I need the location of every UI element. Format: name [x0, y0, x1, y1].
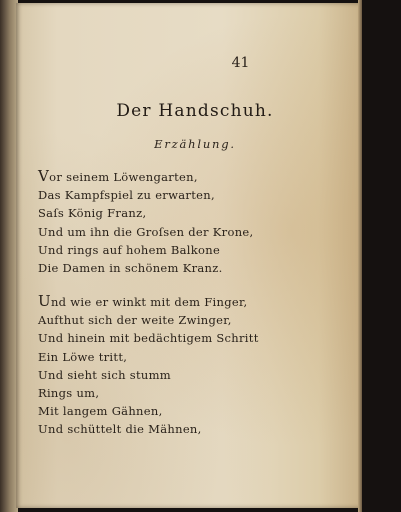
stanza-1	[38, 167, 253, 277]
verse-line: Und rings auf hohem Balkone	[38, 242, 221, 257]
verse-line: Aufthut sich der weite Zwinger,	[38, 313, 232, 328]
verse-line: Und wie er winkt mit dem Finger,	[38, 292, 248, 310]
page-number: 41	[231, 55, 250, 71]
poem-subtitle: Erzählung.	[154, 137, 236, 151]
verse-line: Ein Löwe tritt,	[38, 349, 128, 364]
verse-line: Mit langem Gähnen,	[38, 404, 163, 419]
verse-line: Und schüttelt die Mähnen,	[38, 422, 202, 437]
page-right-edge	[358, 0, 362, 512]
verse-line: Die Damen in schönem Kranz.	[38, 261, 223, 276]
poem-title: Der Handschuh.	[116, 101, 274, 121]
stanza-2	[38, 292, 259, 439]
verse-line: Das Kampfspiel zu erwarten,	[38, 188, 215, 203]
verse-line: Saſs König Franz,	[38, 206, 147, 221]
book-page	[16, 3, 360, 508]
verse-line: Rings um,	[38, 386, 100, 401]
verse-line: Vor seinem Löwengarten,	[38, 167, 198, 185]
verse-line: Und sieht sich stumm	[38, 367, 172, 382]
verse-line: Und hinein mit bedächtigem Schritt	[38, 331, 259, 346]
verse-line: Und um ihn die Groſsen der Krone,	[38, 224, 254, 239]
